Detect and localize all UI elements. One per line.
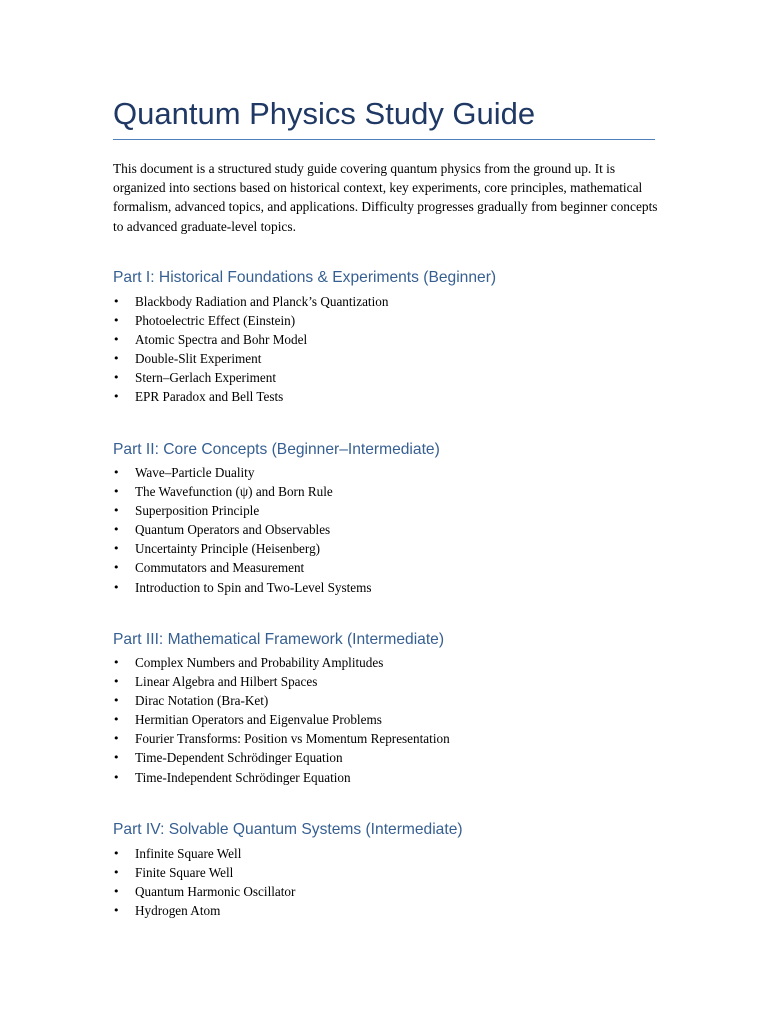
section-list-part-4 (113, 844, 673, 920)
list-item-text: Superposition Principle (135, 503, 260, 519)
list-item-text: Hydrogen Atom (135, 903, 221, 919)
list-item-text: Linear Algebra and Hilbert Spaces (135, 674, 318, 690)
list-item (113, 520, 673, 539)
list-item-text: Time-Dependent Schrödinger Equation (135, 750, 343, 766)
list-item-text: Atomic Spectra and Bohr Model (135, 332, 308, 348)
list-item-text: Dirac Notation (Bra-Ket) (135, 693, 269, 709)
bullet-icon: • (113, 542, 120, 556)
list-item (113, 578, 673, 597)
list-item (113, 311, 673, 330)
section-heading-part-1: Part I: Historical Foundations & Experiments (Beginner) (113, 269, 497, 286)
list-item (113, 729, 673, 748)
list-item (113, 691, 673, 710)
list-item-text: Blackbody Radiation and Planck’s Quantization (135, 294, 389, 309)
bullet-icon: • (113, 751, 120, 765)
list-item (113, 330, 673, 349)
section-heading-part-3: Part III: Mathematical Framework (Intermediate) (113, 631, 445, 648)
bullet-icon: • (113, 485, 120, 499)
list-item-text: Fourier Transforms: Position vs Momentum Representation (135, 731, 450, 747)
section-heading-part-4: Part IV: Solvable Quantum Systems (Intermediate) (113, 821, 463, 838)
list-item (113, 653, 673, 672)
list-item-text: Quantum Harmonic Oscillator (135, 884, 296, 900)
section-list-part-3 (113, 653, 673, 787)
list-item (113, 882, 673, 901)
list-item-text: Complex Numbers and Probability Amplitudes (135, 655, 384, 670)
bullet-icon: • (113, 390, 120, 404)
list-item-text: The Wavefunction (ψ) and Born Rule (135, 484, 333, 500)
bullet-icon: • (113, 561, 120, 575)
bullet-icon: • (113, 333, 120, 347)
list-item (113, 501, 673, 520)
list-item-text: Double-Slit Experiment (135, 351, 262, 367)
bullet-icon: • (113, 694, 120, 708)
list-item (113, 539, 673, 558)
list-item-text: Uncertainty Principle (Heisenberg) (135, 541, 321, 557)
bullet-icon: • (113, 732, 120, 746)
bullet-icon: • (113, 295, 120, 308)
list-item (113, 482, 673, 501)
list-item-text: Finite Square Well (135, 865, 234, 881)
bullet-icon: • (113, 847, 120, 860)
bullet-icon: • (113, 314, 120, 328)
bullet-icon: • (113, 504, 120, 518)
list-item (113, 672, 673, 691)
bullet-icon: • (113, 466, 120, 479)
bullet-icon: • (113, 352, 120, 366)
list-item (113, 558, 673, 577)
bullet-icon: • (113, 713, 120, 727)
list-item-text: Photoelectric Effect (Einstein) (135, 313, 296, 329)
list-item (113, 901, 673, 920)
bullet-icon: • (113, 523, 120, 537)
bullet-icon: • (113, 371, 120, 385)
list-item (113, 349, 673, 368)
list-item-text: Wave–Particle Duality (135, 465, 255, 480)
list-item (113, 863, 673, 882)
list-item-text: Infinite Square Well (135, 846, 242, 861)
list-item (113, 844, 673, 863)
list-item-text: Stern–Gerlach Experiment (135, 370, 276, 386)
section-list-part-1 (113, 292, 673, 407)
list-item (113, 748, 673, 767)
list-item-text: Commutators and Measurement (135, 560, 305, 576)
bullet-icon: • (113, 675, 120, 689)
list-item (113, 368, 673, 387)
list-item (113, 710, 673, 729)
intro-paragraph: This document is a structured study guide covering quantum physics from the ground up. It is organized into sections based on historical context, key experiments, core principles, mathematical formalism, advanced topics, and applications. Difficulty progresses gradually from beginner concepts to advanced graduate-level topics. (113, 161, 658, 234)
list-item-text: Quantum Operators and Observables (135, 522, 331, 538)
bullet-icon: • (113, 580, 120, 594)
list-item (113, 463, 673, 482)
bullet-icon: • (113, 904, 120, 918)
list-item-text: Hermitian Operators and Eigenvalue Problems (135, 712, 382, 728)
bullet-icon: • (113, 885, 120, 899)
page-title: Quantum Physics Study Guide (113, 96, 536, 131)
bullet-icon: • (113, 866, 120, 880)
title-underline (113, 139, 655, 140)
section-list-part-2 (113, 463, 673, 597)
list-item-text: Introduction to Spin and Two-Level Systems (135, 579, 372, 595)
section-heading-part-2: Part II: Core Concepts (Beginner–Intermediate) (113, 441, 440, 458)
list-item-text: Time-Independent Schrödinger Equation (135, 769, 351, 785)
list-item (113, 768, 673, 787)
list-item-text: EPR Paradox and Bell Tests (135, 389, 284, 405)
list-item (113, 292, 673, 311)
bullet-icon: • (113, 770, 120, 784)
list-item (113, 387, 673, 406)
bullet-icon: • (113, 656, 120, 669)
